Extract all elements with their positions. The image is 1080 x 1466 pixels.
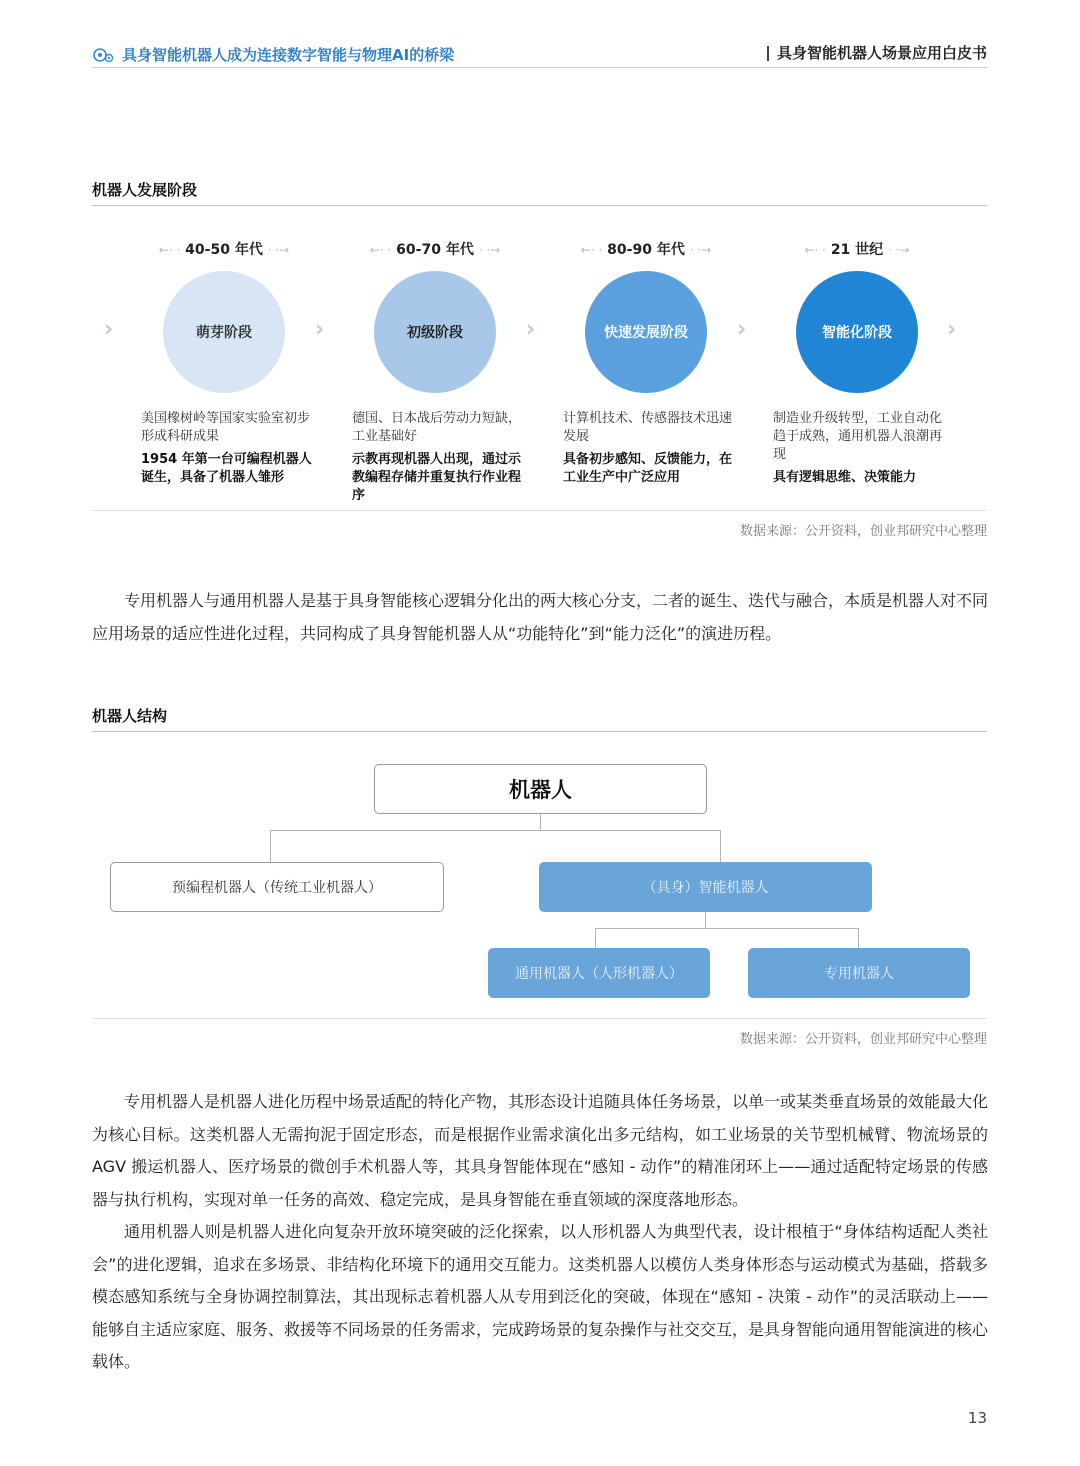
- section-title-structure: 机器人结构: [92, 707, 168, 725]
- figure-bottom-rule: [92, 1018, 987, 1019]
- tree-node-preprogrammed: 预编程机器人（传统工业机器人）: [110, 862, 444, 912]
- era-label-4: ←· · 21 世纪 · ·→: [804, 242, 910, 258]
- running-header-left: [92, 44, 454, 65]
- figure-source: 数据来源：公开资料，创业邦研究中心整理: [739, 1032, 987, 1047]
- tree-node-general-purpose: 通用机器人（人形机器人）: [488, 948, 710, 998]
- figure-bottom-rule: [92, 510, 987, 511]
- tree-connector: [270, 830, 721, 831]
- stage-circle-intelligent: 智能化阶段: [796, 271, 918, 393]
- tree-node-embodied: （具身）智能机器人: [539, 862, 872, 912]
- tree-connector: [595, 928, 596, 948]
- stage-description: 制造业升级转型，工业自动化趋于成熟，通用机器人浪潮再现: [773, 411, 943, 462]
- tree-connector: [720, 830, 721, 862]
- section-rule-stages: [92, 205, 987, 206]
- body-paragraph: 专用机器人与通用机器人是基于具身智能核心逻辑分化出的两大核心分支，二者的诞生、迭代与融合，本质是机器人对不同应用场景的适应性进化过程，共同构成了具身智能机器人从“功能特化”到“能力泛化”的演进历程。: [92, 591, 989, 643]
- stage-highlight: 具有逻辑思维、决策能力: [773, 470, 917, 485]
- body-paragraph: 专用机器人是机器人进化历程中场景适配的特化产物，其形态设计追随具体任务场景，以单一或某类垂直场景的效能最大化为核心目标。这类机器人无需拘泥于固定形态，而是根据作业需求演化出多元结构，如工业场景的关节型机械臂、物流场景的 AGV 搬运机器人、医疗场景的微创手术机器人等，其具身智能体现在“感知 - 动作”的精准闭环上——通过适配特定场景的传感器与执行机构，实现对单一任务的高效、稳定完成，是具身智能在垂直领域的深度落地形态。: [92, 1092, 989, 1209]
- tree-connector: [858, 928, 859, 948]
- body-paragraph: 通用机器人则是机器人进化向复杂开放环境突破的泛化探索，以人形机器人为典型代表，设计根植于“身体结构适配人类社会”的进化逻辑，追求在多场景、非结构化环境下的通用交互能力。这类机器人以模仿人类身体形态与运动模式为基础，搭载多模态感知系统与全身协调控制算法，其出现标志着机器人从专用到泛化的突破，体现在“感知 - 决策 - 动作”的灵活联动上——能够自主适应家庭、服务、救援等不同场景的任务需求，完成跨场景的复杂操作与社交交互，是具身智能向通用智能演进的核心载体。: [92, 1222, 989, 1371]
- stage-circle-sprout: 萌芽阶段: [163, 271, 285, 393]
- stage-highlight: 1954 年第一台可编程机器人诞生，具备了机器人雏形: [141, 452, 312, 485]
- era-label-3: ←· · 80-90 年代 · ·→: [580, 242, 712, 258]
- stage-circle-rapid: 快速发展阶段: [585, 271, 707, 393]
- stage-highlight: 具备初步感知、反馈能力，在工业生产中广泛应用: [563, 452, 733, 485]
- era-label-1: ←· · 40-50 年代 · ·→: [158, 242, 290, 258]
- tree-connector: [595, 928, 859, 929]
- tree-connector: [540, 813, 541, 830]
- figure-source: 数据来源：公开资料，创业邦研究中心整理: [739, 524, 987, 539]
- stage-description: 德国、日本战后劳动力短缺，工业基础好: [352, 411, 522, 444]
- section-rule-structure: [92, 731, 987, 732]
- stage-description: 美国橡树岭等国家实验室初步形成科研成果: [141, 411, 311, 444]
- tree-node-root: 机器人: [374, 764, 707, 814]
- stage-circle-initial: 初级阶段: [374, 271, 496, 393]
- era-label-2: ←· · 60-70 年代 · ·→: [369, 242, 501, 258]
- stage-highlight: 示教再现机器人出现，通过示教编程存储并重复执行作业程序: [352, 452, 522, 503]
- section-title-stages: 机器人发展阶段: [92, 181, 198, 199]
- tree-connector: [705, 911, 706, 928]
- tree-node-special-purpose: 专用机器人: [748, 948, 970, 998]
- header-right-title: 具身智能机器人场景应用白皮书: [767, 46, 987, 61]
- header-divider: [92, 67, 987, 68]
- tree-connector: [270, 830, 271, 862]
- header-left-title: 具身智能机器人成为连接数字智能与物理AI的桥梁: [122, 46, 455, 64]
- page-number: 13: [967, 1409, 987, 1427]
- gear-brain-icon: [92, 46, 114, 64]
- stage-description: 计算机技术、传感器技术迅速发展: [563, 411, 733, 444]
